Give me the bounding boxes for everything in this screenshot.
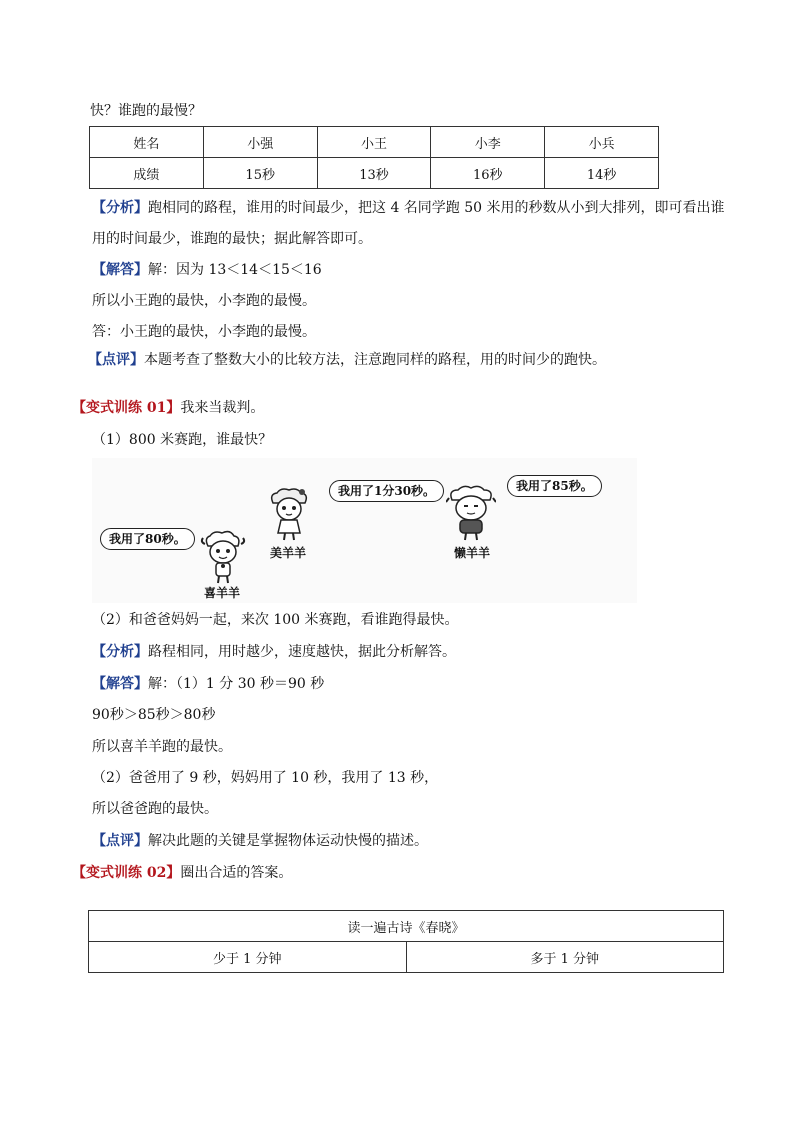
table-cell: 小强 <box>203 127 317 158</box>
v1-answer-line-2: 90秒＞85秒＞80秒 <box>92 707 216 723</box>
v1-analysis-line <box>92 642 456 662</box>
name-xi-yang-yang: 喜羊羊 <box>204 586 241 600</box>
speech-bubble-mei: 我用了1分30秒。 <box>329 480 444 502</box>
option-more-than-1-minute[interactable]: 多于 1 分钟 <box>406 942 724 973</box>
variant-02-tag: 【变式训练 02】 <box>72 865 181 881</box>
v1-answer-line-5: 所以爸爸跑的最快。 <box>92 801 218 817</box>
table-row <box>90 158 659 189</box>
table-row <box>89 911 724 942</box>
speech-bubble-xi: 我用了80秒。 <box>100 528 195 550</box>
table-row <box>90 127 659 158</box>
comment-text: 解决此题的关键是掌握物体运动快慢的描述。 <box>148 833 428 849</box>
v1-answer-line-4: （2）爸爸用了 9 秒，妈妈用了 10 秒，我用了 13 秒， <box>92 770 439 786</box>
v1-comment-line <box>92 831 428 851</box>
table-cell: 14秒 <box>545 158 659 189</box>
v1-answer-line-3: 所以喜羊羊跑的最快。 <box>92 739 232 755</box>
table-row <box>89 942 724 973</box>
table-cell: 小兵 <box>545 127 659 158</box>
analysis-tag: 【分析】 <box>92 200 148 216</box>
analysis-line-2: 用的时间最少，谁跑的最快；据此解答即可。 <box>92 231 372 247</box>
analysis-line-1 <box>92 198 725 218</box>
variant-02-title: 圈出合适的答案。 <box>180 865 293 881</box>
table-cell: 小李 <box>431 127 545 158</box>
table-cell: 16秒 <box>431 158 545 189</box>
variant-01-tag: 【变式训练 01】 <box>72 400 181 416</box>
poem-title-cell: 读一遍古诗《春晓》 <box>89 911 724 942</box>
score-table <box>89 126 659 189</box>
answer-line-2: 所以小王跑的最快，小李跑的最慢。 <box>92 293 316 309</box>
answer-text: 解：因为 13＜14＜15＜16 <box>148 262 322 278</box>
name-mei-yang-yang: 美羊羊 <box>270 546 307 560</box>
question-2: （2）和爸爸妈妈一起，来次 100 米赛跑，看谁跑得最快。 <box>92 612 459 628</box>
mei-yang-yang-figure <box>266 486 312 542</box>
variant-01-title: 我来当裁判。 <box>180 400 265 416</box>
table-cell: 小王 <box>317 127 431 158</box>
lan-yang-yang-figure <box>446 484 496 542</box>
table-cell: 15秒 <box>203 158 317 189</box>
question-1: （1）800 米赛跑，谁最快？ <box>92 432 273 448</box>
comment-text: 本题考查了整数大小的比较方法，注意跑同样的路程，用的时间少的跑快。 <box>144 352 606 368</box>
xi-yang-yang-figure <box>200 528 246 584</box>
answer-tag: 【解答】 <box>92 676 148 692</box>
answer-text: 解：（1）1 分 30 秒＝90 秒 <box>148 676 325 692</box>
table-cell: 13秒 <box>317 158 431 189</box>
comment-line <box>88 350 606 370</box>
name-lan-yang-yang: 懒羊羊 <box>454 546 491 560</box>
race-illustration <box>92 458 637 603</box>
comment-tag: 【点评】 <box>92 833 148 849</box>
comment-tag: 【点评】 <box>88 352 144 368</box>
variant-02-heading <box>72 863 292 883</box>
question-tail: 快？谁跑的最慢？ <box>90 103 202 119</box>
option-less-than-1-minute[interactable]: 少于 1 分钟 <box>89 942 407 973</box>
analysis-text: 路程相同，用时越少，速度越快，据此分析解答。 <box>148 644 456 660</box>
analysis-text: 跑相同的路程，谁用的时间最少，把这 4 名同学跑 50 米用的秒数从小到大排列，即可看出谁 <box>148 200 725 216</box>
answer-line-1 <box>92 260 322 280</box>
answer-line-3: 答：小王跑的最快，小李跑的最慢。 <box>92 324 316 340</box>
analysis-tag: 【分析】 <box>92 644 148 660</box>
table-cell: 姓名 <box>90 127 204 158</box>
v1-answer-line-1 <box>92 674 324 694</box>
table-cell: 成绩 <box>90 158 204 189</box>
poem-time-table <box>88 910 724 973</box>
speech-bubble-lan: 我用了85秒。 <box>507 475 602 497</box>
variant-01-heading <box>72 398 264 418</box>
answer-tag: 【解答】 <box>92 262 148 278</box>
